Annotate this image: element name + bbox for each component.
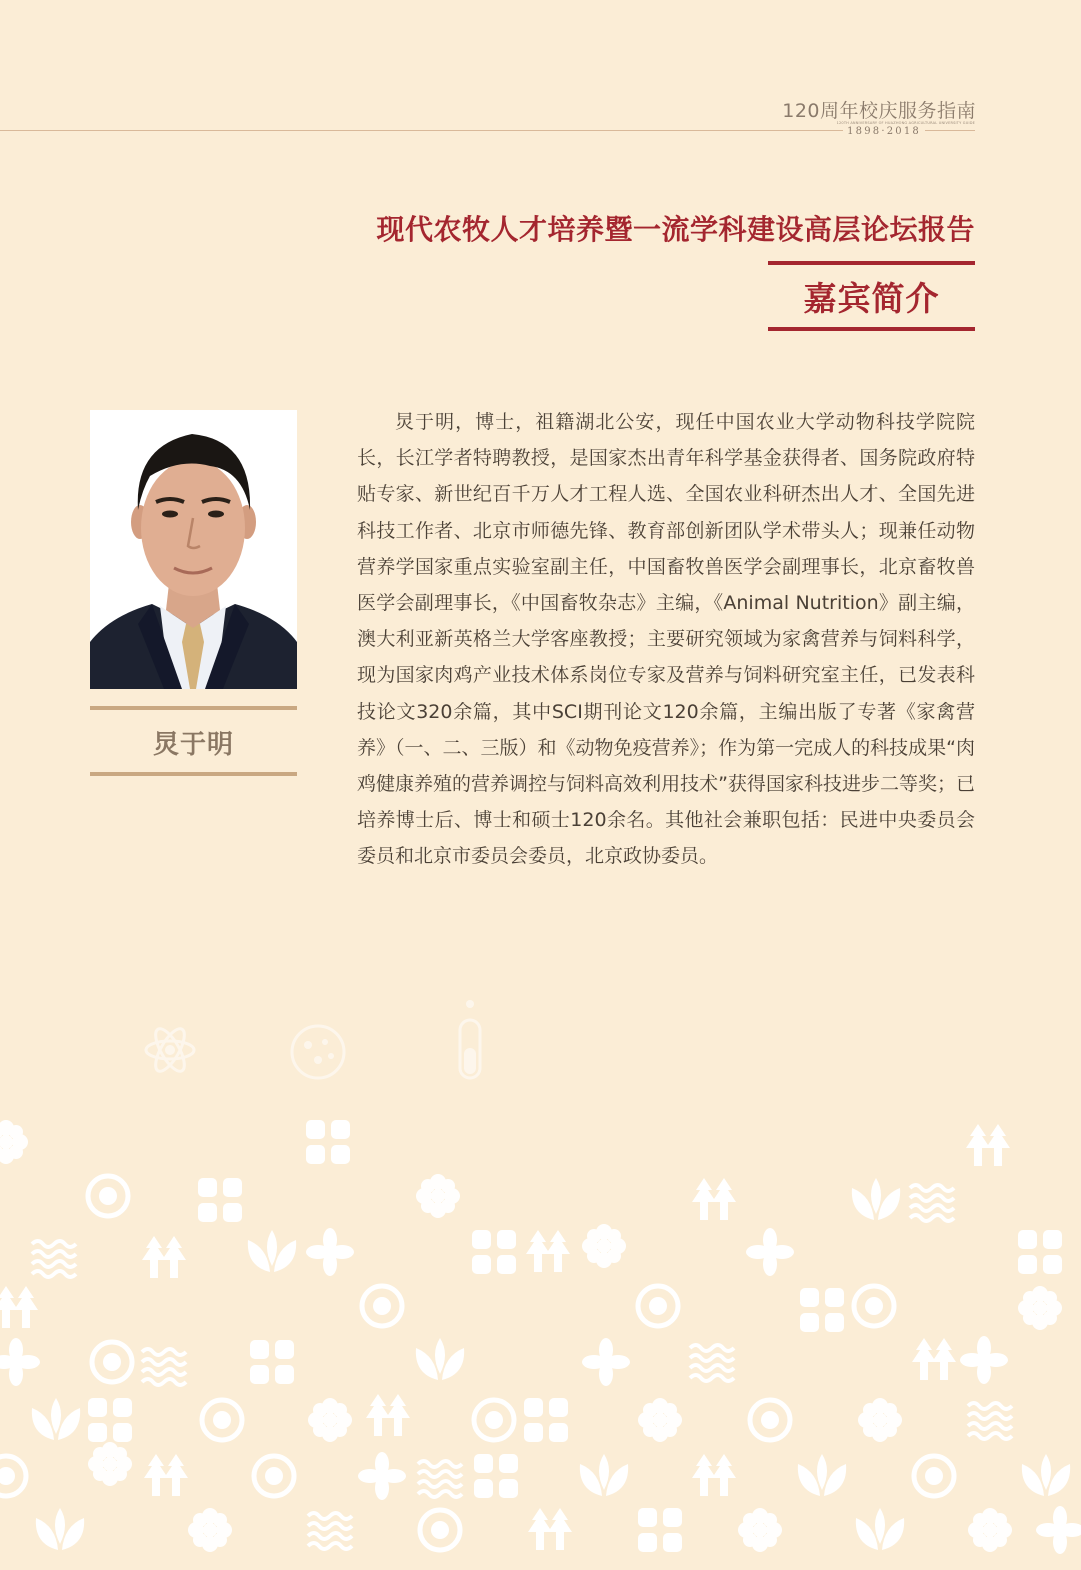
header-years: 1898·2018 — [843, 126, 925, 137]
petal-icon — [0, 1228, 1081, 1554]
portrait-icon — [90, 410, 297, 689]
forum-title: 现代农牧人才培养暨一流学科建设高层论坛报告 — [376, 213, 975, 246]
header-rule — [0, 130, 975, 131]
section-title-rule-bottom — [768, 327, 975, 331]
name-rule-top — [90, 706, 297, 710]
test-tube-icon — [460, 1000, 480, 1078]
guest-photo — [90, 410, 297, 689]
guest-name: 炅于明 — [152, 730, 234, 760]
guest-bio: 炅于明，博士，祖籍湖北公安，现任中国农业大学动物科技学院院长，长江学者特聘教授，是国家杰出青年科学基金获得者、国务院政府特贴专家、新世纪百千万人才工程人选、全国农业科研杰出人才、全国先进科技工作者、北京市师德先锋、教育部创新团队学术带头人；现兼任动物营养学国家重点实验室副主任，中国畜牧兽医学会副理事长，北京畜牧兽医学会副理事长，《中国畜牧杂志》主编，《Animal Nutrition》副主编，澳大利亚新英格兰大学客座教授；主要研究领域为家禽营养与饲料科学，现为国家肉鸡产业技术体系岗位专家及营养与饲料研究室主任，已发表科技论文320余篇，其中SCI期刊论文120余篇，主编出版了专著《家禽营养》（一、二、三版）和《动物免疫营养》；作为第一完成人的科技成果“肉鸡健康养殖的营养调控与饲料高效利用技术”获得国家科技进步二等奖；已培养博士后、博士和硕士120余名。其他社会兼职包括：民进中央委员会委员和北京市委员会委员，北京政协委员。 — [357, 411, 975, 868]
section-title-rule-top — [768, 261, 975, 265]
petri-dish-icon — [292, 1026, 344, 1078]
atom-icon — [146, 1025, 194, 1076]
decorative-pattern — [0, 990, 1081, 1570]
section-title: 嘉宾简介 — [803, 279, 940, 318]
header-title: 120周年校庆服务指南 — [782, 100, 976, 122]
leaf-icon — [32, 1178, 1070, 1550]
header-subtitle: 120TH ANNIVERSARY OF HUAZHONG AGRICULTURAL UNIVERSITY GUIDE — [836, 121, 975, 125]
name-rule-bottom — [90, 772, 297, 776]
